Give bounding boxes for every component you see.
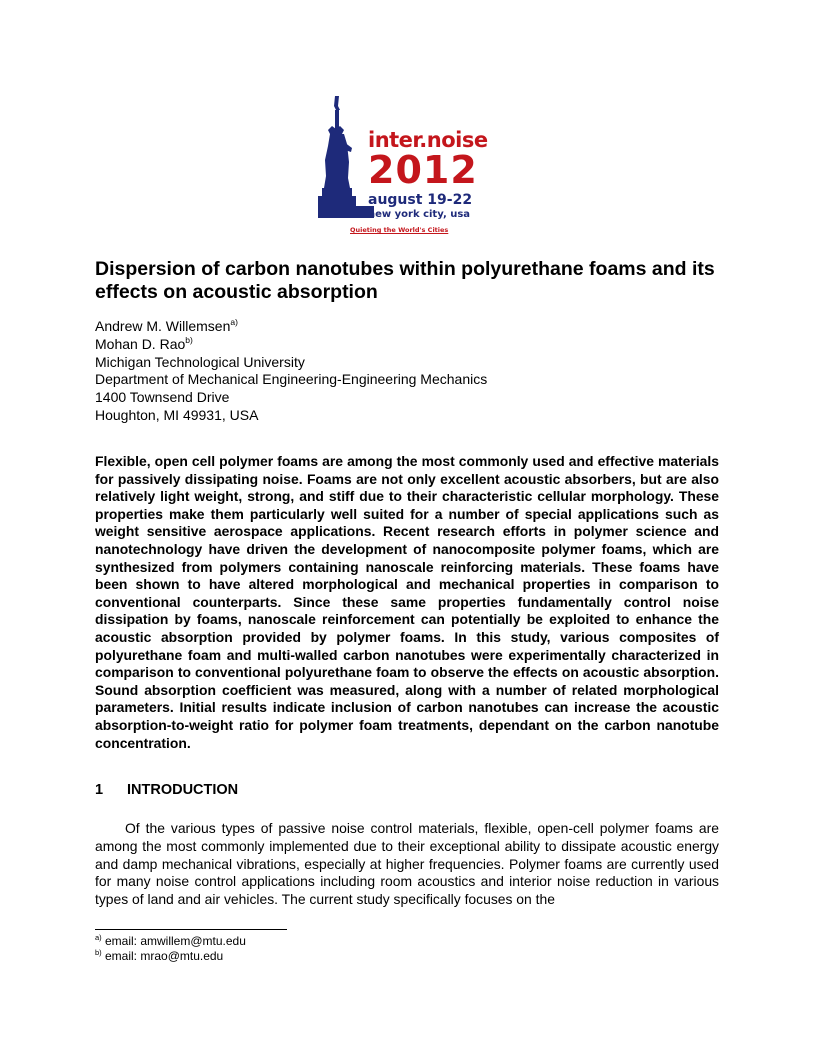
logo-year: 2012	[368, 148, 478, 192]
author-name: Andrew M. Willemsen	[95, 318, 231, 334]
footnote-text: email: amwillem@mtu.edu	[101, 934, 246, 948]
footnote-divider	[95, 929, 287, 930]
conference-logo	[318, 96, 498, 244]
footnotes	[95, 934, 246, 964]
logo-city: new york city, usa	[368, 209, 471, 220]
section-heading	[95, 782, 238, 798]
section-title: INTRODUCTION	[127, 782, 239, 798]
abstract: Flexible, open cell polymer foams are among the most commonly used and effective materials for passively dissipating noise. Foams are not only excellent acoustic absorbers, but are also relatively light weight, strong, and stiff due to their characteristic cellular morphology. These properties make them particularly well suited for a number of special applications such as weight sensitive aerospace applications. Recent research efforts in polymer science and nanotechnology have driven the development of nanocomposite polymer foams, which are synthesized from polymers containing nanoscale reinforcing materials. These foams have been shown to have altered morphological and mechanical properties in comparison to conventional counterparts. Since these same properties fundamentally control noise dissipation by foams, nanoscale reinforcement can potentially be exploited to enhance the acoustic absorption provided by polymer foams. In this study, various composites of polyurethane foam and multi-walled carbon nanotubes were experimentally characterized in comparison to conventional polyurethane foam to observe the effects on acoustic absorption. Sound absorption coefficient was measured, along with a number of related morphological parameters. Initial results indicate inclusion of carbon nanotubes can increase the acoustic absorption-to-weight ratio for polymer foam treatments, dependant on the carbon nanotube concentration.	[95, 453, 719, 751]
author-mark: a)	[230, 317, 238, 327]
statue-of-liberty-icon	[318, 96, 374, 224]
affiliation-line: Department of Mechanical Engineering-Engineering Mechanics	[95, 371, 488, 388]
affiliation-line: Houghton, MI 49931, USA	[95, 406, 259, 423]
author-mark: b)	[185, 334, 193, 345]
footnote	[95, 949, 246, 964]
affiliation-line: 1400 Townsend Drive	[95, 389, 230, 406]
author-block	[95, 318, 487, 425]
footnote-mark: b)	[95, 948, 102, 957]
author-line	[95, 318, 487, 336]
footnote-text: email: mrao@mtu.edu	[101, 949, 224, 963]
logo-name: inter.noise	[368, 128, 488, 152]
logo-tagline: Quieting the World's Cities	[350, 226, 449, 234]
author-name: Mohan D. Rao	[95, 335, 186, 352]
logo-dates: august 19-22	[368, 192, 473, 208]
footnote-mark: a)	[95, 933, 102, 942]
introduction-paragraph: Of the various types of passive noise control materials, flexible, open-cell polymer foams are among the most commonly implemented due to their exceptional ability to dissipate acoustic energy and damp mechanical vibrations, especially at higher frequencies. Polymer foams are currently used for many noise control applications including room acoustics and interior noise reduction in various types of land and air vehicles. The current study specifically focuses on the	[95, 820, 719, 908]
paper-title: Dispersion of carbon nanotubes within polyurethane foams and its effects on acoustic absorption	[95, 258, 715, 303]
footnote	[95, 934, 246, 949]
section-number: 1	[95, 782, 104, 798]
affiliation-line: Michigan Technological University	[95, 353, 305, 370]
author-line	[95, 336, 487, 354]
